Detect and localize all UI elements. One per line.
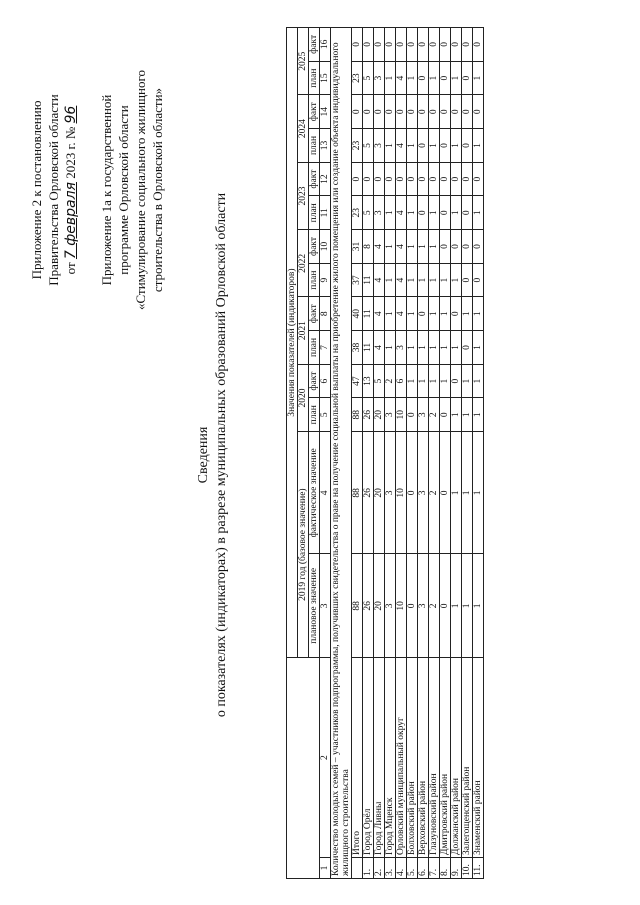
row-number: 3.: [385, 858, 396, 879]
value-cell: 31: [352, 230, 363, 264]
value-cell: 1: [451, 554, 462, 658]
value-cell: 0: [451, 162, 462, 196]
column-number: 16: [320, 28, 331, 62]
value-cell: 0: [440, 554, 451, 658]
value-cell: 1: [407, 196, 418, 230]
plan-header: план: [309, 129, 320, 163]
value-cell: 11: [363, 263, 374, 297]
value-cell: 1: [462, 398, 473, 432]
value-cell: 0: [451, 297, 462, 331]
value-cell: 4: [396, 230, 407, 264]
value-cell: 1: [429, 129, 440, 163]
value-cell: 0: [440, 432, 451, 554]
value-cell: 1: [473, 432, 484, 554]
value-cell: 0: [352, 28, 363, 62]
value-cell: 88: [352, 554, 363, 658]
value-cell: 1: [473, 364, 484, 398]
value-cell: 1: [473, 331, 484, 365]
value-cell: 26: [363, 554, 374, 658]
row-number: 9.: [451, 858, 462, 879]
column-number: 14: [320, 95, 331, 129]
year-header: 2021: [298, 297, 309, 364]
value-cell: 0: [374, 95, 385, 129]
year-header: 2025: [298, 28, 309, 96]
value-cell: 11: [363, 297, 374, 331]
value-cell: 3: [385, 432, 396, 554]
value-cell: 0: [473, 95, 484, 129]
municipality-name: Город Орёл: [363, 658, 374, 858]
value-cell: 0: [396, 28, 407, 62]
value-cell: 3: [418, 398, 429, 432]
value-cell: 1: [451, 196, 462, 230]
actual-value-header: фактическое значение: [309, 432, 320, 554]
column-number: 3: [320, 554, 331, 658]
value-cell: 88: [352, 398, 363, 432]
column-numbers-row: [320, 28, 331, 879]
plan-header: план: [309, 263, 320, 297]
column-number: 6: [320, 364, 331, 398]
value-cell: 1: [473, 61, 484, 95]
table-row: [407, 28, 418, 879]
header-line-4: Приложение 1а к государственной: [99, 94, 114, 286]
value-cell: 0: [462, 129, 473, 163]
value-cell: 1: [407, 364, 418, 398]
municipality-name: Город Мценск: [385, 658, 396, 858]
section-heading: Количество молодых семей – участников подпрограммы, получивших свидетельства о праве на получение социальной выплаты на приобретение жилого помещения или создание объекта индивидуального жилищного строительства: [331, 28, 352, 879]
value-cell: 1: [473, 196, 484, 230]
value-cell: 3: [396, 331, 407, 365]
plan-header: план: [309, 398, 320, 432]
appendix-header: [28, 35, 166, 345]
fact-header: факт: [309, 364, 320, 398]
plan-header: план: [309, 196, 320, 230]
header-line-7: строительства в Орловской области»: [150, 87, 165, 293]
row-number: 7.: [429, 858, 440, 879]
value-cell: 0: [462, 95, 473, 129]
value-cell: 1: [429, 263, 440, 297]
value-cell: 0: [462, 331, 473, 365]
year-header: 2020: [298, 364, 309, 431]
value-cell: 1: [451, 432, 462, 554]
value-cell: 0: [418, 297, 429, 331]
value-cell: 1: [407, 331, 418, 365]
row-number: 1.: [363, 858, 374, 879]
value-cell: 1: [407, 297, 418, 331]
municipality-name: Орловский муниципальный округ: [396, 658, 407, 858]
value-cell: 0: [451, 230, 462, 264]
value-cell: 4: [396, 129, 407, 163]
column-number: 1: [320, 858, 331, 879]
empty-corner-header: [287, 658, 320, 879]
value-cell: 1: [429, 297, 440, 331]
value-cell: 8: [363, 230, 374, 264]
value-cell: 0: [462, 230, 473, 264]
table-row: [374, 28, 385, 879]
table-row: [451, 28, 462, 879]
value-cell: 5: [374, 364, 385, 398]
value-cell: 1: [385, 331, 396, 365]
value-cell: 1: [385, 196, 396, 230]
municipality-name: Должанский район: [451, 658, 462, 858]
value-cell: 4: [396, 263, 407, 297]
value-cell: 0: [396, 95, 407, 129]
value-cell: 4: [374, 230, 385, 264]
column-number: 11: [320, 196, 331, 230]
value-cell: 3: [374, 129, 385, 163]
column-number: 9: [320, 263, 331, 297]
row-number: [352, 858, 363, 879]
row-number: 2.: [374, 858, 385, 879]
value-cell: 1: [451, 61, 462, 95]
value-cell: 0: [473, 162, 484, 196]
fact-header: факт: [309, 297, 320, 331]
group-header: Значения показателей (индикаторов): [287, 28, 298, 658]
value-cell: 1: [473, 129, 484, 163]
value-cell: 0: [418, 196, 429, 230]
value-cell: 6: [396, 364, 407, 398]
column-number: 10: [320, 230, 331, 264]
fact-header: факт: [309, 162, 320, 196]
table-row: [396, 28, 407, 879]
value-cell: 0: [440, 196, 451, 230]
header-year-number-label: 2023 г. №: [63, 126, 78, 179]
value-cell: 10: [396, 398, 407, 432]
value-cell: 0: [440, 28, 451, 62]
value-cell: 1: [385, 129, 396, 163]
value-cell: 0: [473, 230, 484, 264]
column-number: 15: [320, 61, 331, 95]
value-cell: 3: [385, 398, 396, 432]
value-cell: 1: [385, 297, 396, 331]
value-cell: 0: [462, 61, 473, 95]
value-cell: 0: [440, 95, 451, 129]
row-number: 10.: [462, 858, 473, 879]
year-header: 2022: [298, 230, 309, 297]
value-cell: 0: [473, 28, 484, 62]
value-cell: 4: [396, 297, 407, 331]
value-cell: 88: [352, 432, 363, 554]
municipality-name: Город Ливны: [374, 658, 385, 858]
column-number: 12: [320, 162, 331, 196]
document-title: [195, 45, 231, 865]
value-cell: 1: [407, 61, 418, 95]
value-cell: 0: [462, 28, 473, 62]
value-cell: 4: [396, 61, 407, 95]
value-cell: 1: [462, 297, 473, 331]
value-cell: 0: [374, 162, 385, 196]
value-cell: 4: [374, 263, 385, 297]
value-cell: 0: [363, 162, 374, 196]
row-number: 8.: [440, 858, 451, 879]
value-cell: 0: [363, 95, 374, 129]
value-cell: 0: [407, 432, 418, 554]
value-cell: 3: [374, 61, 385, 95]
value-cell: 1: [407, 129, 418, 163]
value-cell: 0: [440, 129, 451, 163]
value-cell: 0: [429, 28, 440, 62]
column-number: 4: [320, 432, 331, 554]
value-cell: 0: [440, 61, 451, 95]
value-cell: 4: [374, 297, 385, 331]
value-cell: 1: [385, 263, 396, 297]
title-line-2: о показателях (индикаторах) в разрезе муниципальных образований Орловской области: [214, 192, 229, 718]
value-cell: 20: [374, 432, 385, 554]
row-number: 5.: [407, 858, 418, 879]
handwritten-date: 7 февраля: [63, 182, 79, 260]
value-cell: 5: [363, 129, 374, 163]
value-cell: 1: [418, 364, 429, 398]
municipality-name: Болховский район: [407, 658, 418, 858]
value-cell: 3: [385, 554, 396, 658]
value-cell: 3: [374, 196, 385, 230]
value-cell: 1: [429, 364, 440, 398]
value-cell: 0: [418, 162, 429, 196]
value-cell: 38: [352, 331, 363, 365]
value-cell: 0: [451, 95, 462, 129]
value-cell: 1: [418, 263, 429, 297]
value-cell: 1: [429, 331, 440, 365]
value-cell: 2: [429, 398, 440, 432]
table-row: [473, 28, 484, 879]
value-cell: 0: [407, 398, 418, 432]
value-cell: 11: [363, 331, 374, 365]
value-cell: 0: [385, 28, 396, 62]
municipality-name: Дмитровский район: [440, 658, 451, 858]
value-cell: 1: [440, 331, 451, 365]
value-cell: 1: [451, 129, 462, 163]
value-cell: 0: [429, 162, 440, 196]
value-cell: 1: [451, 398, 462, 432]
header-line-5: программе Орловской области: [116, 105, 131, 275]
value-cell: 2: [429, 554, 440, 658]
planned-value-header: плановое значение: [309, 554, 320, 658]
header-line-6: «Стимулирование социального жилищного: [133, 70, 148, 310]
value-cell: 13: [363, 364, 374, 398]
plan-header: план: [309, 331, 320, 365]
header-line-2: Правительства Орловской области: [46, 94, 61, 286]
row-number: 11.: [473, 858, 484, 879]
value-cell: 0: [407, 95, 418, 129]
municipality-name: Залегощенский район: [462, 658, 473, 858]
title-line-1: Сведения: [196, 426, 211, 484]
value-cell: 1: [429, 230, 440, 264]
column-number: 5: [320, 398, 331, 432]
value-cell: 0: [473, 263, 484, 297]
value-cell: 47: [352, 364, 363, 398]
municipality-name: Верховский район: [418, 658, 429, 858]
value-cell: 5: [363, 196, 374, 230]
value-cell: 0: [440, 230, 451, 264]
indicators-table: [286, 27, 484, 879]
value-cell: 5: [363, 61, 374, 95]
value-cell: 3: [418, 432, 429, 554]
value-cell: 1: [418, 230, 429, 264]
header-line-1: Приложение 2 к постановлению: [29, 100, 44, 280]
value-cell: 40: [352, 297, 363, 331]
table-row: [462, 28, 473, 879]
column-number: 2: [320, 658, 331, 858]
value-cell: 1: [462, 554, 473, 658]
column-number: 8: [320, 297, 331, 331]
value-cell: 0: [385, 95, 396, 129]
value-cell: 1: [429, 196, 440, 230]
value-cell: 37: [352, 263, 363, 297]
value-cell: 0: [429, 95, 440, 129]
value-cell: 23: [352, 196, 363, 230]
table-row: [352, 28, 363, 879]
base-year-header: 2019 год (базовое значение): [298, 432, 309, 658]
table-row: [363, 28, 374, 879]
value-cell: 0: [363, 28, 374, 62]
value-cell: 0: [451, 28, 462, 62]
value-cell: 0: [462, 196, 473, 230]
value-cell: 0: [462, 162, 473, 196]
value-cell: 0: [407, 554, 418, 658]
value-cell: 26: [363, 432, 374, 554]
value-cell: 0: [385, 162, 396, 196]
table-row: [385, 28, 396, 879]
value-cell: 1: [440, 364, 451, 398]
value-cell: 1: [429, 61, 440, 95]
value-cell: 0: [451, 364, 462, 398]
fact-header: факт: [309, 230, 320, 264]
value-cell: 0: [407, 28, 418, 62]
value-cell: 1: [462, 364, 473, 398]
value-cell: 20: [374, 398, 385, 432]
header-date-prefix: от: [63, 262, 78, 275]
value-cell: 1: [418, 331, 429, 365]
value-cell: 10: [396, 432, 407, 554]
value-cell: 0: [352, 162, 363, 196]
table-row: [418, 28, 429, 879]
value-cell: 2: [385, 364, 396, 398]
value-cell: 20: [374, 554, 385, 658]
municipality-name: Глазуновский район: [429, 658, 440, 858]
value-cell: 1: [440, 263, 451, 297]
value-cell: 0: [418, 28, 429, 62]
row-number: 4.: [396, 858, 407, 879]
value-cell: 1: [473, 297, 484, 331]
value-cell: 23: [352, 61, 363, 95]
table-row: [440, 28, 451, 879]
value-cell: 4: [396, 196, 407, 230]
value-cell: 26: [363, 398, 374, 432]
value-cell: 10: [396, 554, 407, 658]
value-cell: 0: [440, 398, 451, 432]
value-cell: 0: [396, 162, 407, 196]
value-cell: 0: [418, 61, 429, 95]
value-cell: 1: [462, 432, 473, 554]
municipality-name: Итого: [352, 658, 363, 858]
row-number: 6.: [418, 858, 429, 879]
handwritten-number: 96: [63, 105, 79, 124]
value-cell: 1: [440, 297, 451, 331]
plan-header: план: [309, 61, 320, 95]
table-row: [429, 28, 440, 879]
value-cell: 1: [451, 263, 462, 297]
value-cell: 1: [473, 554, 484, 658]
municipality-name: Знаменский район: [473, 658, 484, 858]
value-cell: 0: [418, 95, 429, 129]
value-cell: 0: [407, 162, 418, 196]
value-cell: 0: [418, 129, 429, 163]
column-number: 7: [320, 331, 331, 365]
year-header: 2023: [298, 162, 309, 229]
column-number: 13: [320, 129, 331, 163]
value-cell: 0: [440, 162, 451, 196]
value-cell: 1: [407, 263, 418, 297]
fact-header: факт: [309, 95, 320, 129]
value-cell: 1: [407, 230, 418, 264]
fact-header: факт: [309, 28, 320, 62]
value-cell: 1: [451, 331, 462, 365]
value-cell: 1: [385, 61, 396, 95]
value-cell: 3: [418, 554, 429, 658]
value-cell: 1: [473, 398, 484, 432]
value-cell: 0: [462, 263, 473, 297]
value-cell: 2: [429, 432, 440, 554]
year-header: 2024: [298, 95, 309, 162]
header-line-3: [62, 35, 80, 345]
value-cell: 4: [374, 331, 385, 365]
value-cell: 0: [374, 28, 385, 62]
value-cell: 1: [385, 230, 396, 264]
value-cell: 23: [352, 129, 363, 163]
value-cell: 0: [352, 95, 363, 129]
